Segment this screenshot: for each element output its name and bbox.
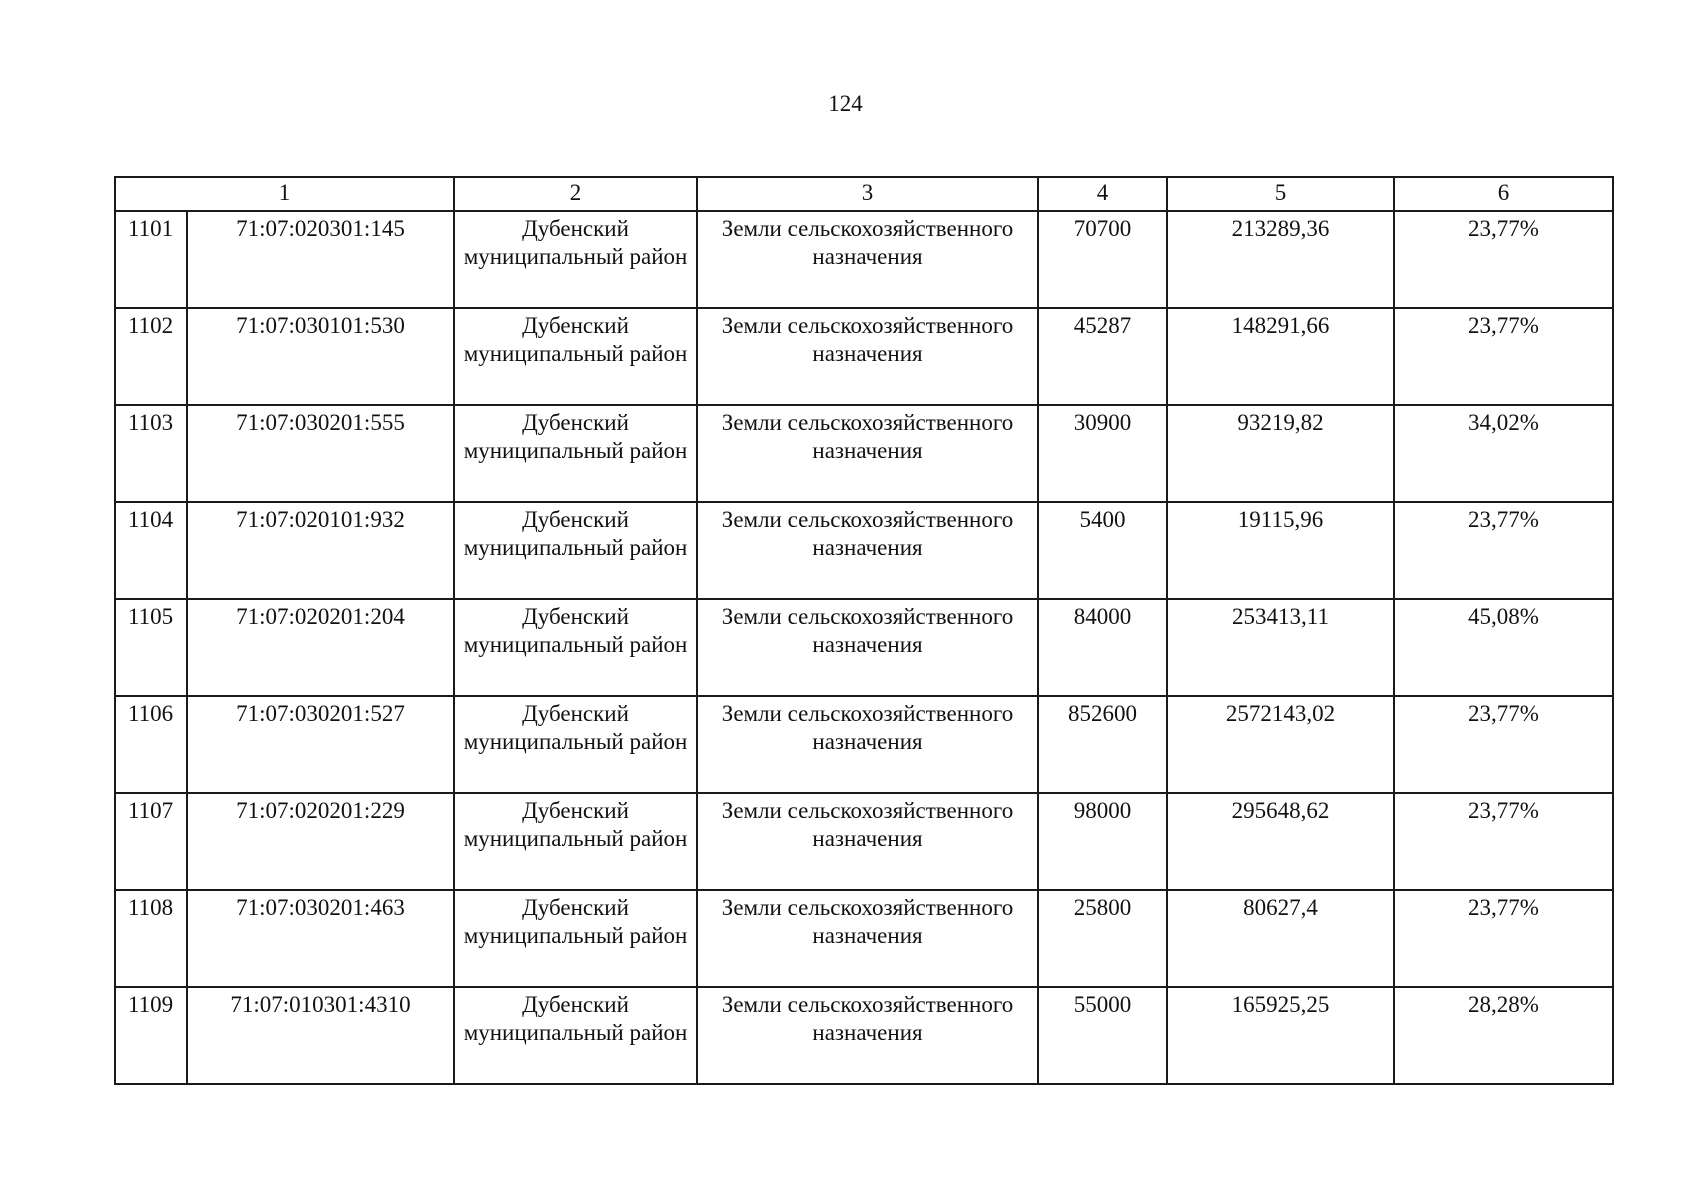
cadastral-value: 93219,82 [1167,405,1394,502]
land-category: Земли сельскохозяйственного назначения [697,599,1038,696]
percent: 23,77% [1394,890,1613,987]
cadastral-value: 2572143,02 [1167,696,1394,793]
row-number: 1102 [115,308,187,405]
table-row [115,890,1613,987]
municipality: Дубенский муниципальный район [454,987,697,1084]
table-row [115,987,1613,1084]
land-category: Земли сельскохозяйственного назначения [697,987,1038,1084]
table-row [115,502,1613,599]
row-number: 1106 [115,696,187,793]
cadastral-number: 71:07:020201:204 [187,599,454,696]
cadastral-number: 71:07:020301:145 [187,211,454,308]
area: 25800 [1038,890,1167,987]
municipality: Дубенский муниципальный район [454,599,697,696]
page-number: 124 [828,91,863,116]
area: 852600 [1038,696,1167,793]
percent: 23,77% [1394,793,1613,890]
header-cell-6: 6 [1394,177,1613,211]
percent: 23,77% [1394,502,1613,599]
header-cell-3: 3 [697,177,1038,211]
municipality: Дубенский муниципальный район [454,405,697,502]
table-row [115,308,1613,405]
table-row [115,599,1613,696]
table-row [115,211,1613,308]
percent: 34,02% [1394,405,1613,502]
municipality: Дубенский муниципальный район [454,890,697,987]
cadastral-value: 253413,11 [1167,599,1394,696]
percent: 23,77% [1394,696,1613,793]
municipality: Дубенский муниципальный район [454,308,697,405]
table-row [115,405,1613,502]
cadastral-number: 71:07:020101:932 [187,502,454,599]
area: 55000 [1038,987,1167,1084]
land-category: Земли сельскохозяйственного назначения [697,308,1038,405]
land-category: Земли сельскохозяйственного назначения [697,502,1038,599]
municipality: Дубенский муниципальный район [454,502,697,599]
table-header [115,177,1613,211]
cadastral-number: 71:07:020201:229 [187,793,454,890]
row-number: 1105 [115,599,187,696]
header-cell-2: 2 [454,177,697,211]
table-body [115,211,1613,1084]
cadastral-value: 148291,66 [1167,308,1394,405]
row-number: 1108 [115,890,187,987]
land-category: Земли сельскохозяйственного назначения [697,696,1038,793]
area: 70700 [1038,211,1167,308]
percent: 23,77% [1394,211,1613,308]
area: 84000 [1038,599,1167,696]
row-number: 1109 [115,987,187,1084]
row-number: 1103 [115,405,187,502]
cadastral-number: 71:07:030101:530 [187,308,454,405]
percent: 45,08% [1394,599,1613,696]
municipality: Дубенский муниципальный район [454,211,697,308]
land-category: Земли сельскохозяйственного назначения [697,211,1038,308]
municipality: Дубенский муниципальный район [454,696,697,793]
area: 5400 [1038,502,1167,599]
cadastral-number: 71:07:030201:463 [187,890,454,987]
land-registry-table [114,176,1614,1085]
header-cell-4: 4 [1038,177,1167,211]
cadastral-value: 213289,36 [1167,211,1394,308]
header-cell-5: 5 [1167,177,1394,211]
land-category: Земли сельскохозяйственного назначения [697,890,1038,987]
cadastral-value: 19115,96 [1167,502,1394,599]
table-row [115,696,1613,793]
header-row [115,177,1613,211]
table-row [115,793,1613,890]
cadastral-value: 80627,4 [1167,890,1394,987]
area: 98000 [1038,793,1167,890]
cadastral-value: 295648,62 [1167,793,1394,890]
land-category: Земли сельскохозяйственного назначения [697,793,1038,890]
row-number: 1104 [115,502,187,599]
area: 45287 [1038,308,1167,405]
cadastral-number: 71:07:030201:527 [187,696,454,793]
percent: 28,28% [1394,987,1613,1084]
land-category: Земли сельскохозяйственного назначения [697,405,1038,502]
cadastral-number: 71:07:010301:4310 [187,987,454,1084]
cadastral-number: 71:07:030201:555 [187,405,454,502]
cadastral-value: 165925,25 [1167,987,1394,1084]
municipality: Дубенский муниципальный район [454,793,697,890]
header-cell-1: 1 [115,177,454,211]
percent: 23,77% [1394,308,1613,405]
row-number: 1107 [115,793,187,890]
area: 30900 [1038,405,1167,502]
row-number: 1101 [115,211,187,308]
